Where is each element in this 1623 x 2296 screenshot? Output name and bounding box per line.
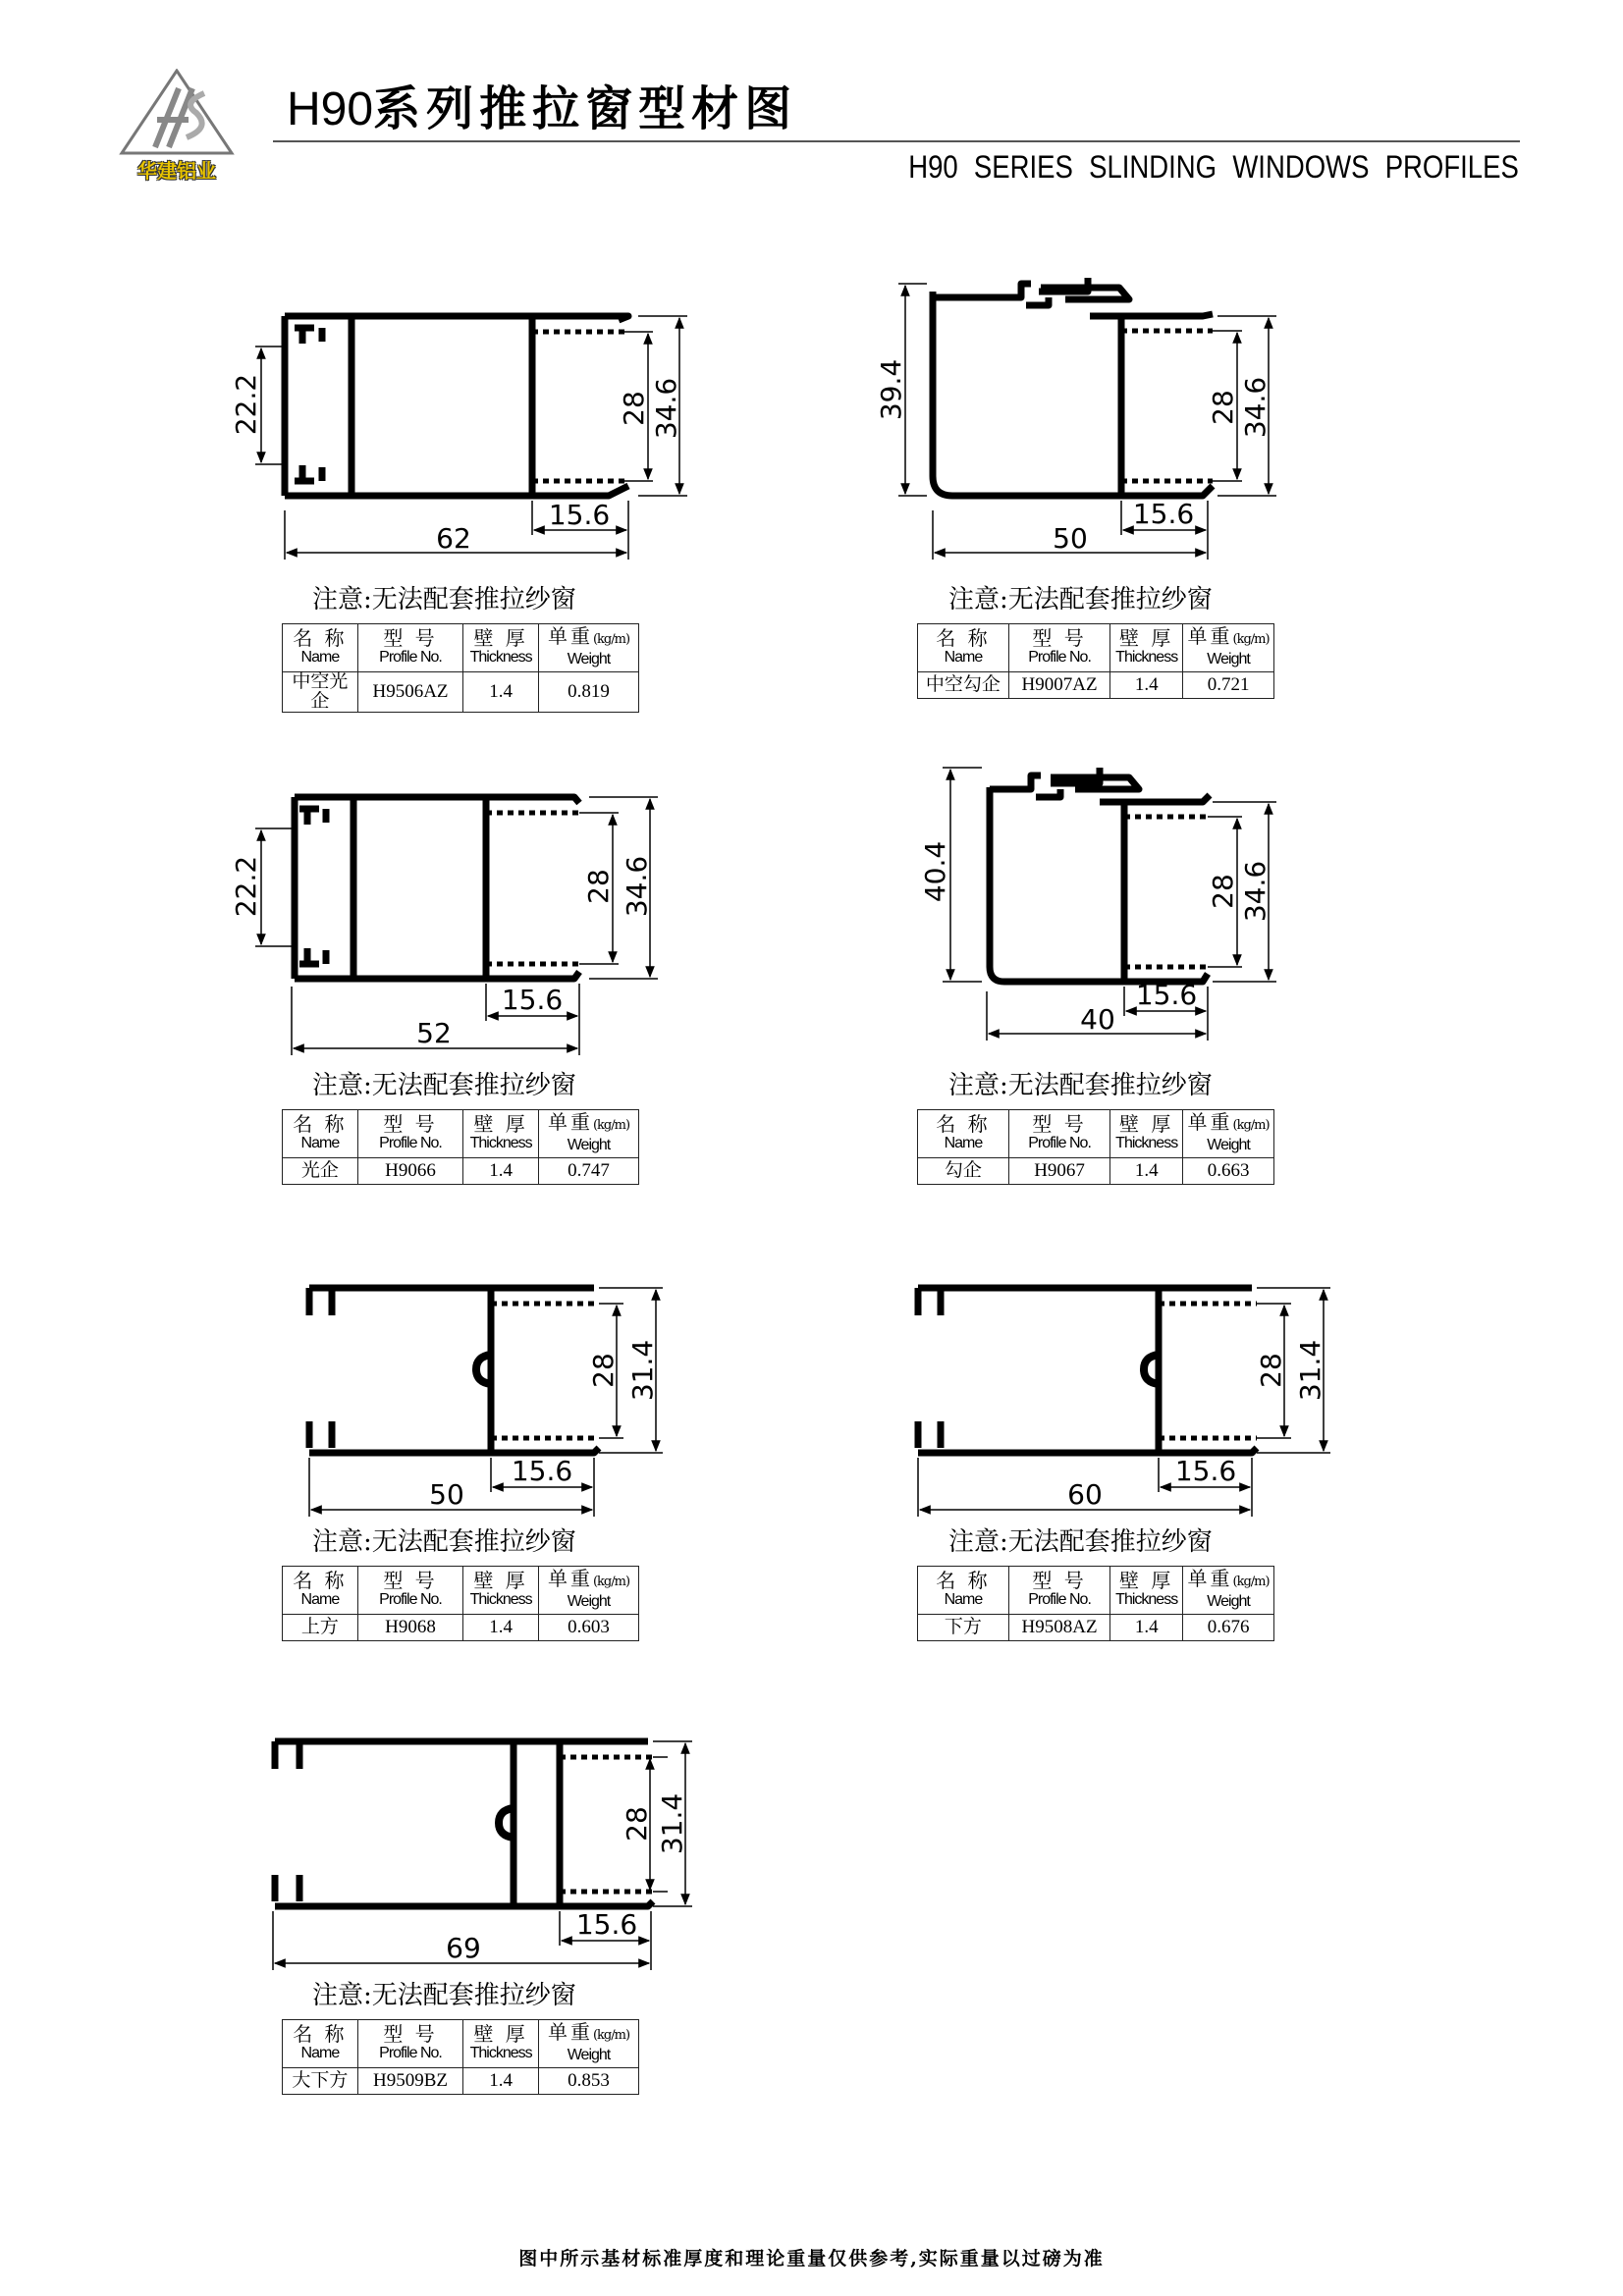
cell-thickness: 1.4 <box>1110 1615 1183 1641</box>
cell-thickness: 1.4 <box>463 1158 539 1185</box>
dim-width: 60 <box>1067 1478 1103 1511</box>
th-thickness-en: Thickness <box>1115 1591 1178 1608</box>
cell-thickness: 1.4 <box>1110 1158 1183 1185</box>
dim-width: 50 <box>1053 522 1088 555</box>
spec-table-1 <box>282 623 639 713</box>
cell-thickness: 1.4 <box>463 672 539 713</box>
cell-weight: 0.819 <box>539 672 639 713</box>
th-thickness-cn: 壁 厚 <box>473 2022 528 2046</box>
th-thickness-en: Thickness <box>469 1135 532 1151</box>
dim-span: 15.6 <box>1132 498 1195 530</box>
dim-height: 34.6 <box>1239 860 1271 923</box>
profile-drawing-1 <box>226 294 697 589</box>
cell-profile-no: H9067 <box>1008 1158 1109 1185</box>
th-thickness-cn: 壁 厚 <box>1119 626 1174 650</box>
profile-section-1 <box>285 316 628 496</box>
logo-mark-icon <box>118 69 236 157</box>
th-profile-en: Profile No. <box>1028 649 1091 666</box>
th-weight-en: Weight <box>567 2047 611 2063</box>
th-name-en: Name <box>944 1135 983 1151</box>
profile-drawing-7 <box>255 1720 707 1985</box>
table-row <box>918 1158 1274 1185</box>
th-weight-unit: (kg/m) <box>1232 1118 1270 1133</box>
spec-table-6 <box>917 1566 1274 1641</box>
cell-weight: 0.747 <box>539 1158 639 1185</box>
th-profile-en: Profile No. <box>379 2045 442 2061</box>
th-weight-cn: 单重 <box>547 624 593 648</box>
title-cn-text: 系列推拉窗型材图 <box>373 81 798 136</box>
page-title-en: H90 SERIES SLINDING WINDOWS PROFILES <box>908 149 1519 185</box>
cell-profile-no: H9506AZ <box>357 672 462 713</box>
th-profile-cn: 型 号 <box>1032 626 1087 650</box>
th-thickness-cn: 壁 厚 <box>473 626 528 650</box>
th-thickness-en: Thickness <box>1115 649 1178 666</box>
table-row <box>283 1158 639 1185</box>
th-weight-cn: 单重 <box>1187 1567 1233 1590</box>
cell-weight: 0.676 <box>1183 1615 1274 1641</box>
dim-inner: 28 <box>582 869 615 904</box>
dim-left: 22.2 <box>230 855 262 918</box>
cell-name: 勾企 <box>918 1158 1009 1185</box>
cell-profile-no: H9066 <box>357 1158 462 1185</box>
th-name-cn: 名 称 <box>293 626 348 650</box>
th-thickness-en: Thickness <box>469 2045 532 2061</box>
th-profile-en: Profile No. <box>379 1591 442 1608</box>
th-thickness-cn: 壁 厚 <box>473 1569 528 1592</box>
th-weight-en: Weight <box>1207 651 1250 667</box>
th-name-cn: 名 称 <box>293 1569 348 1592</box>
company-logo <box>118 69 236 183</box>
spec-table-3 <box>282 1109 639 1185</box>
th-profile-en: Profile No. <box>379 649 442 666</box>
profile-drawing-3 <box>226 775 697 1070</box>
dim-inner: 28 <box>618 391 650 426</box>
th-name-cn: 名 称 <box>936 626 991 650</box>
cell-weight: 0.721 <box>1183 672 1274 699</box>
th-name-cn: 名 称 <box>936 1112 991 1136</box>
cell-name: 光企 <box>283 1158 358 1185</box>
profile-drawing-6 <box>893 1266 1345 1531</box>
th-name-en: Name <box>944 649 983 666</box>
th-weight-unit: (kg/m) <box>592 2028 630 2043</box>
table-row <box>283 2068 639 2095</box>
cell-thickness: 1.4 <box>463 1615 539 1641</box>
page-title-cn <box>287 71 797 138</box>
profile-note-3: 注意:无法配套推拉纱窗 <box>312 1071 576 1100</box>
spec-table-7 <box>282 2019 639 2095</box>
th-thickness-cn: 壁 厚 <box>1119 1112 1174 1136</box>
profile-drawing-4 <box>903 746 1296 1070</box>
cell-profile-no: H9068 <box>357 1615 462 1641</box>
th-name-en: Name <box>300 1591 340 1608</box>
dim-width: 40 <box>1080 1003 1115 1036</box>
dim-inner: 28 <box>1207 390 1239 425</box>
dim-inner: 28 <box>1255 1353 1287 1388</box>
cell-name: 中空光企 <box>283 672 358 713</box>
th-thickness-en: Thickness <box>469 1591 532 1608</box>
dim-width: 52 <box>416 1017 452 1049</box>
th-profile-en: Profile No. <box>1028 1135 1091 1151</box>
th-weight-unit: (kg/m) <box>1232 632 1270 647</box>
cell-profile-no: H9509BZ <box>357 2068 462 2095</box>
th-name-en: Name <box>300 2045 340 2061</box>
dim-left: 22.2 <box>230 373 262 436</box>
table-row <box>283 672 639 713</box>
dim-span: 15.6 <box>1174 1455 1237 1487</box>
profile-note-5: 注意:无法配套推拉纱窗 <box>312 1527 576 1557</box>
th-profile-cn: 型 号 <box>383 626 438 650</box>
th-weight-unit: (kg/m) <box>592 1575 630 1589</box>
th-profile-cn: 型 号 <box>383 1112 438 1136</box>
th-name-en: Name <box>300 649 340 666</box>
cell-name: 下方 <box>918 1615 1009 1641</box>
dim-width: 50 <box>429 1478 464 1511</box>
table-row <box>283 1615 639 1641</box>
dim-left: 40.4 <box>919 840 951 903</box>
cell-weight: 0.603 <box>539 1615 639 1641</box>
th-thickness-en: Thickness <box>469 649 532 666</box>
dim-height: 34.6 <box>1239 376 1271 439</box>
profile-note-2: 注意:无法配套推拉纱窗 <box>948 585 1213 614</box>
dim-left: 39.4 <box>875 358 907 421</box>
th-name-cn: 名 称 <box>936 1569 991 1592</box>
cell-name: 上方 <box>283 1615 358 1641</box>
dim-height: 34.6 <box>650 377 682 440</box>
profile-note-6: 注意:无法配套推拉纱窗 <box>948 1527 1213 1557</box>
dim-inner: 28 <box>587 1353 620 1388</box>
table-row <box>918 672 1274 699</box>
th-weight-unit: (kg/m) <box>592 1118 630 1133</box>
dim-height: 34.6 <box>621 855 653 918</box>
title-prefix: H90 <box>287 83 374 135</box>
dim-span: 15.6 <box>548 499 611 531</box>
footer-disclaimer: 图中所示基材标准厚度和理论重量仅供参考,实际重量以过磅为准 <box>518 2248 1105 2269</box>
profile-drawing-5 <box>285 1266 697 1531</box>
th-profile-en: Profile No. <box>379 1135 442 1151</box>
dim-height: 31.4 <box>626 1339 659 1402</box>
dim-span: 15.6 <box>511 1455 573 1487</box>
spec-table-2 <box>917 623 1274 699</box>
th-profile-cn: 型 号 <box>383 1569 438 1592</box>
dim-span: 15.6 <box>575 1908 638 1941</box>
th-profile-cn: 型 号 <box>1032 1112 1087 1136</box>
th-name-en: Name <box>944 1591 983 1608</box>
cell-thickness: 1.4 <box>463 2068 539 2095</box>
th-weight-cn: 单重 <box>547 1567 593 1590</box>
th-weight-cn: 单重 <box>1187 624 1233 648</box>
dim-span: 15.6 <box>1135 979 1198 1011</box>
th-profile-cn: 型 号 <box>1032 1569 1087 1592</box>
dim-span: 15.6 <box>501 984 564 1016</box>
th-weight-en: Weight <box>1207 1593 1250 1610</box>
th-weight-en: Weight <box>1207 1137 1250 1153</box>
cell-weight: 0.853 <box>539 2068 639 2095</box>
dim-height: 31.4 <box>656 1792 688 1855</box>
th-weight-en: Weight <box>567 1593 611 1610</box>
cell-profile-no: H9007AZ <box>1008 672 1109 699</box>
dim-inner: 28 <box>621 1806 653 1842</box>
th-thickness-en: Thickness <box>1115 1135 1178 1151</box>
dim-inner: 28 <box>1207 874 1239 909</box>
th-name-en: Name <box>300 1135 340 1151</box>
th-weight-unit: (kg/m) <box>592 632 630 647</box>
th-weight-unit: (kg/m) <box>1232 1575 1270 1589</box>
th-weight-en: Weight <box>567 651 611 667</box>
dim-width: 69 <box>446 1932 481 1964</box>
cell-thickness: 1.4 <box>1110 672 1183 699</box>
th-weight-en: Weight <box>567 1137 611 1153</box>
header-divider <box>273 140 1520 142</box>
cell-profile-no: H9508AZ <box>1008 1615 1109 1641</box>
th-weight-cn: 单重 <box>1187 1110 1233 1134</box>
profile-note-4: 注意:无法配套推拉纱窗 <box>948 1071 1213 1100</box>
dim-height: 31.4 <box>1294 1339 1326 1402</box>
th-thickness-cn: 壁 厚 <box>473 1112 528 1136</box>
spec-table-5 <box>282 1566 639 1641</box>
table-row <box>918 1615 1274 1641</box>
profile-drawing-2 <box>864 270 1296 594</box>
cell-weight: 0.663 <box>1183 1158 1274 1185</box>
th-weight-cn: 单重 <box>547 2020 593 2044</box>
th-name-cn: 名 称 <box>293 1112 348 1136</box>
th-weight-cn: 单重 <box>547 1110 593 1134</box>
th-profile-cn: 型 号 <box>383 2022 438 2046</box>
cell-name: 中空勾企 <box>918 672 1009 699</box>
logo-text: 华建铝业 <box>137 159 216 183</box>
cell-name: 大下方 <box>283 2068 358 2095</box>
dim-width: 62 <box>436 522 471 555</box>
profile-note-7: 注意:无法配套推拉纱窗 <box>312 1981 576 2010</box>
spec-table-4 <box>917 1109 1274 1185</box>
th-profile-en: Profile No. <box>1028 1591 1091 1608</box>
profile-note-1: 注意:无法配套推拉纱窗 <box>312 585 576 614</box>
th-thickness-cn: 壁 厚 <box>1119 1569 1174 1592</box>
th-name-cn: 名 称 <box>293 2022 348 2046</box>
